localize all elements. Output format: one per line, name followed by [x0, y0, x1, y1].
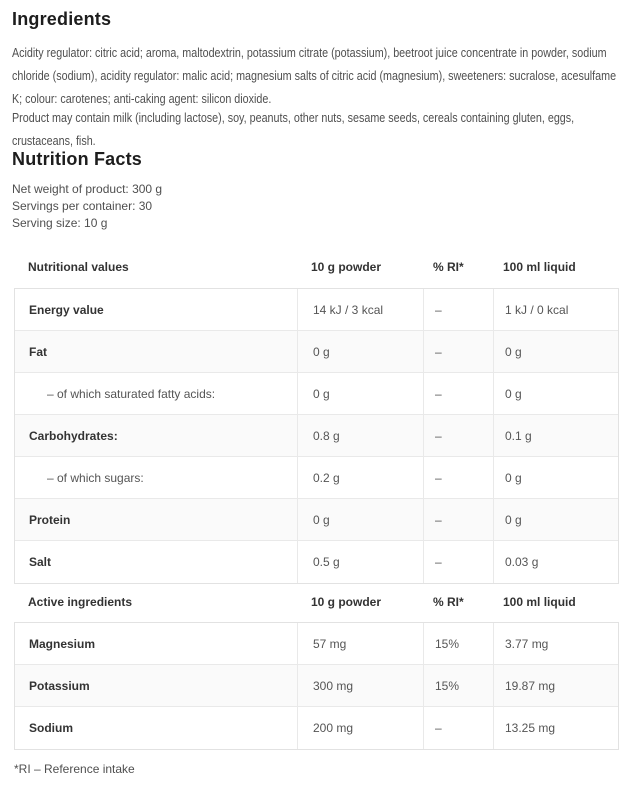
row-label: Carbohydrates: — [29, 428, 118, 443]
liquid-value: 0 g — [493, 331, 618, 372]
powder-value: 300 mg — [297, 665, 423, 706]
table-row-potassium — [15, 665, 618, 707]
liquid-value: 0.03 g — [493, 541, 618, 583]
powder-value: 200 mg — [297, 707, 423, 749]
table-row-sugars — [15, 457, 618, 499]
ri-value: – — [423, 289, 493, 330]
liquid-value: 0 g — [493, 499, 618, 540]
powder-value: 14 kJ / 3 kcal — [297, 289, 423, 330]
serving-size-line: Serving size: 10 g — [12, 216, 108, 230]
ingredients-allergen-text: Product may contain milk (including lactose), soy, peanuts, other nuts, sesame seeds, cereals containing gluten, eggs, crustaceans, fish. — [12, 110, 575, 148]
ri-value: – — [423, 457, 493, 498]
table-row-magnesium — [15, 623, 618, 665]
table-row-fat — [15, 331, 618, 373]
table-row-carbohydrates — [15, 415, 618, 457]
ri-value: – — [423, 541, 493, 583]
powder-value: 0.2 g — [297, 457, 423, 498]
net-weight-line: Net weight of product: 300 g — [12, 182, 163, 196]
ri-value: – — [423, 499, 493, 540]
reference-intake-footnote: *RI – Reference intake — [14, 762, 135, 776]
row-label: – of which saturated fatty acids: — [47, 386, 216, 401]
ri-value: 15% — [423, 665, 493, 706]
row-label: – of which sugars: — [47, 470, 144, 485]
powder-value: 0.5 g — [297, 541, 423, 583]
row-label: Fat — [29, 344, 47, 359]
ingredients-title: Ingredients — [12, 9, 112, 29]
col-header-nutritional-values: Nutritional values — [28, 260, 129, 274]
liquid-value: 0 g — [493, 457, 618, 498]
ri-value: – — [423, 415, 493, 456]
table-row-salt — [15, 541, 618, 583]
col-header-liquid: 100 ml liquid — [503, 595, 576, 609]
col-header-liquid: 100 ml liquid — [503, 260, 576, 274]
table-row-energy — [15, 289, 618, 331]
powder-value: 0 g — [297, 331, 423, 372]
ri-value: – — [423, 373, 493, 414]
servings-per-container-line: Servings per container: 30 — [12, 199, 153, 213]
liquid-value: 19.87 mg — [493, 665, 618, 706]
powder-value: 0 g — [297, 499, 423, 540]
ingredients-composition-text: Acidity regulator: citric acid; aroma, maltodextrin, potassium citrate (potassium), beetroot juice concentrate in powder, sodium chloride (sodium), acidity regulator: malic acid; magnesium salts of citric acid (magnesium), sweeteners: sucralose, acesulfame K; colour: carotenes; anti-caking agent: silicon dioxide. — [12, 45, 617, 106]
nutritional-values-header-row — [14, 257, 617, 277]
table-row-protein — [15, 499, 618, 541]
liquid-value: 13.25 mg — [493, 707, 618, 749]
table-row-saturated-fat — [15, 373, 618, 415]
row-label: Magnesium — [29, 636, 96, 651]
col-header-ri: % RI* — [433, 260, 464, 274]
row-label: Energy value — [29, 302, 104, 317]
liquid-value: 0 g — [493, 373, 618, 414]
row-label: Salt — [29, 555, 52, 569]
active-ingredients-table — [14, 622, 619, 750]
nutritional-values-table — [14, 288, 619, 584]
ri-value: 15% — [423, 623, 493, 664]
active-ingredients-header-row — [14, 592, 617, 612]
product-meta — [12, 181, 162, 232]
nutrition-facts-title: Nutrition Facts — [12, 149, 143, 169]
table-row-sodium — [15, 707, 618, 749]
row-label: Protein — [29, 512, 71, 527]
liquid-value: 1 kJ / 0 kcal — [493, 289, 618, 330]
liquid-value: 0.1 g — [493, 415, 618, 456]
liquid-value: 3.77 mg — [493, 623, 618, 664]
powder-value: 0 g — [297, 373, 423, 414]
ri-value: – — [423, 707, 493, 749]
powder-value: 0.8 g — [297, 415, 423, 456]
powder-value: 57 mg — [297, 623, 423, 664]
row-label: Potassium — [29, 678, 90, 693]
ri-value: – — [423, 331, 493, 372]
col-header-ri: % RI* — [433, 595, 464, 609]
row-label: Sodium — [29, 721, 73, 735]
col-header-powder: 10 g powder — [311, 260, 382, 274]
col-header-powder: 10 g powder — [311, 595, 382, 609]
col-header-active-ingredients: Active ingredients — [28, 595, 133, 609]
